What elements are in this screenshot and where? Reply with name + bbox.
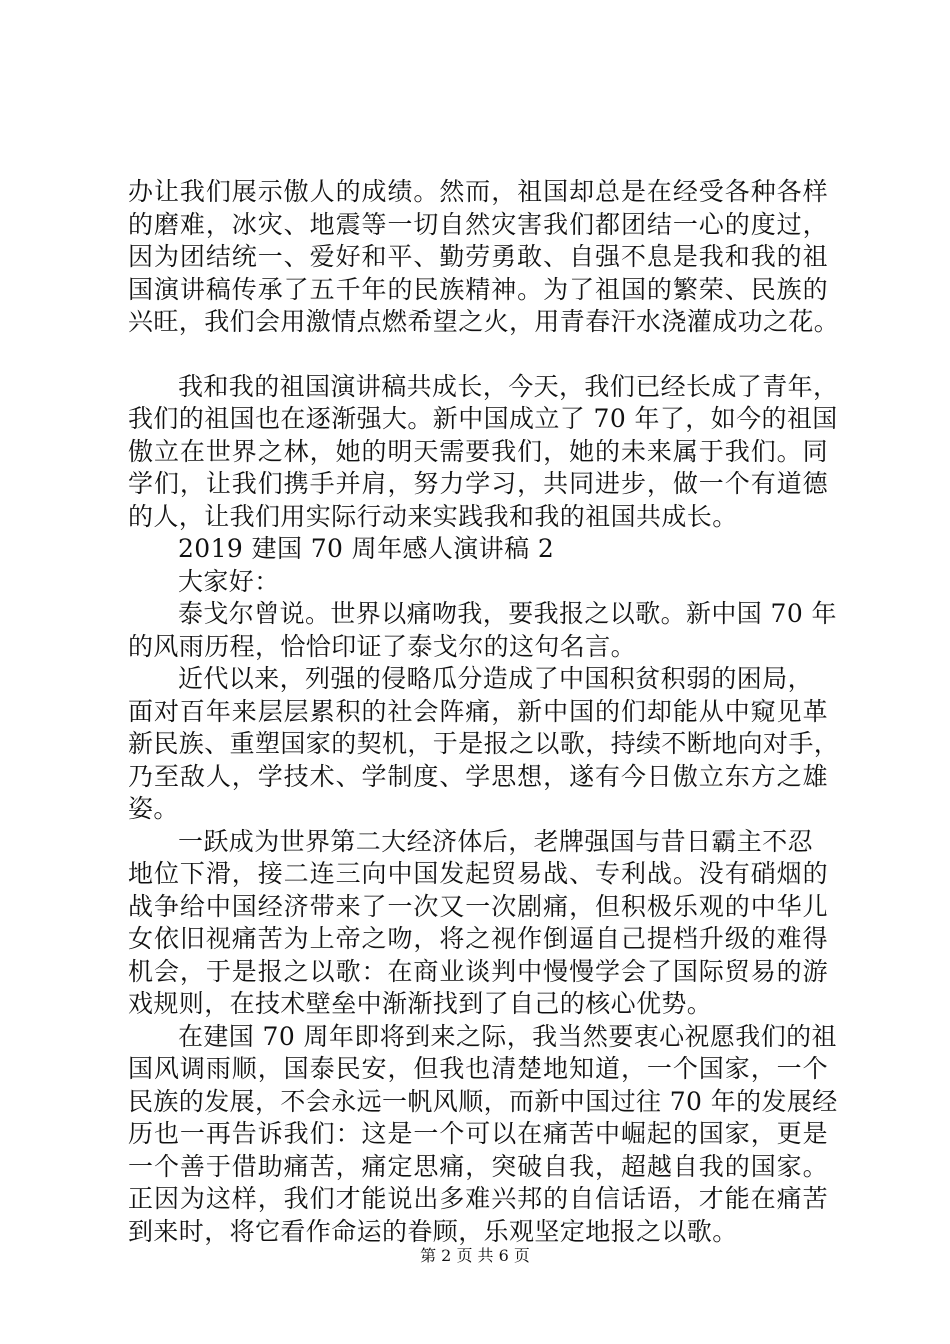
text-line: 因为团结统一、爱好和平、勤劳勇敢、自强不息是我和我的祖: [128, 242, 828, 271]
paragraph-gap: [128, 339, 828, 371]
text-line: 的风雨历程，恰恰印证了泰戈尔的这句名言。: [128, 631, 637, 661]
text-line: 在建国 70 周年即将到来之际，我当然要衷心祝愿我们的祖: [178, 1021, 837, 1051]
text-line: 女依旧视痛苦为上帝之吻，将之视作倒逼自己提档升级的难得: [128, 924, 828, 953]
text-line: 的人，让我们用实际行动来实践我和我的祖国共成长。: [128, 501, 738, 531]
text-line: 一个善于借助痛苦，痛定思痛，突破自我，超越自我的国家。: [128, 1151, 828, 1181]
text-line: 我和我的祖国演讲稿共成长，今天，我们已经长成了青年，: [178, 371, 839, 401]
text-line: 民族的发展，不会永远一帆风顺，而新中国过往 70 年的发展经: [128, 1086, 838, 1116]
text-line: 姿。: [128, 794, 179, 823]
text-line: 乃至敌人，学技术、学制度、学思想，遂有今日傲立东方之雄: [128, 761, 828, 791]
text-line: 地位下滑，接二连三向中国发起贸易战、专利战。没有硝烟的: [128, 859, 828, 888]
text-line: 历也一再告诉我们：这是一个可以在痛苦中崛起的国家，更是: [128, 1119, 828, 1148]
document-body: [128, 176, 840, 1248]
text-line: 一跃成为世界第二大经济体后，老牌强国与昔日霸主不忍: [178, 826, 814, 856]
text-line: 戏规则，在技术壁垒中渐渐找到了自己的核心优势。: [128, 989, 713, 1018]
text-line: 面对百年来层层累积的社会阵痛，新中国的们却能从中窥见革: [128, 696, 828, 726]
text-line: 到来时，将它看作命运的眷顾，乐观坚定地报之以歌。: [128, 1216, 738, 1246]
text-line: 傲立在世界之林，她的明天需要我们，她的未来属于我们。同: [128, 436, 828, 466]
text-line: 的磨难，冰灾、地震等一切自然灾害我们都团结一心的度过，: [128, 209, 828, 239]
text-line: 国演讲稿传承了五千年的民族精神。为了祖国的繁荣、民族的: [128, 274, 828, 304]
page-number-footer: 第 2 页 共 6 页: [420, 1246, 530, 1265]
text-line: 我们的祖国也在逐渐强大。新中国成立了 70 年了，如今的祖国: [128, 404, 838, 433]
text-line: 战争给中国经济带来了一次又一次剧痛，但积极乐观的中华儿: [128, 891, 828, 921]
text-line: 学们，让我们携手并肩，努力学习，共同进步，做一个有道德: [128, 469, 828, 498]
text-line: 国风调雨顺，国泰民安，但我也清楚地知道，一个国家，一个: [128, 1054, 828, 1083]
text-line: 办让我们展示傲人的成绩。然而，祖国却总是在经受各种各样: [128, 177, 828, 206]
text-line: 兴旺，我们会用激情点燃希望之火，用青春汗水浇灌成功之花。: [128, 307, 840, 336]
text-line: 近代以来，列强的侵略瓜分造成了中国积贫积弱的困局，: [178, 664, 814, 693]
text-line: 机会，于是报之以歌：在商业谈判中慢慢学会了国际贸易的游: [128, 956, 828, 986]
section-heading: 2019 建国 70 周年感人演讲稿 2: [178, 534, 555, 563]
text-line: 泰戈尔曾说。世界以痛吻我，要我报之以歌。新中国 70 年: [178, 599, 837, 628]
text-line: 新民族、重塑国家的契机，于是报之以歌，持续不断地向对手，: [128, 729, 840, 758]
text-line: 正因为这样，我们才能说出多难兴邦的自信话语，才能在痛苦: [128, 1184, 828, 1213]
greeting-line: 大家好：: [178, 566, 280, 596]
